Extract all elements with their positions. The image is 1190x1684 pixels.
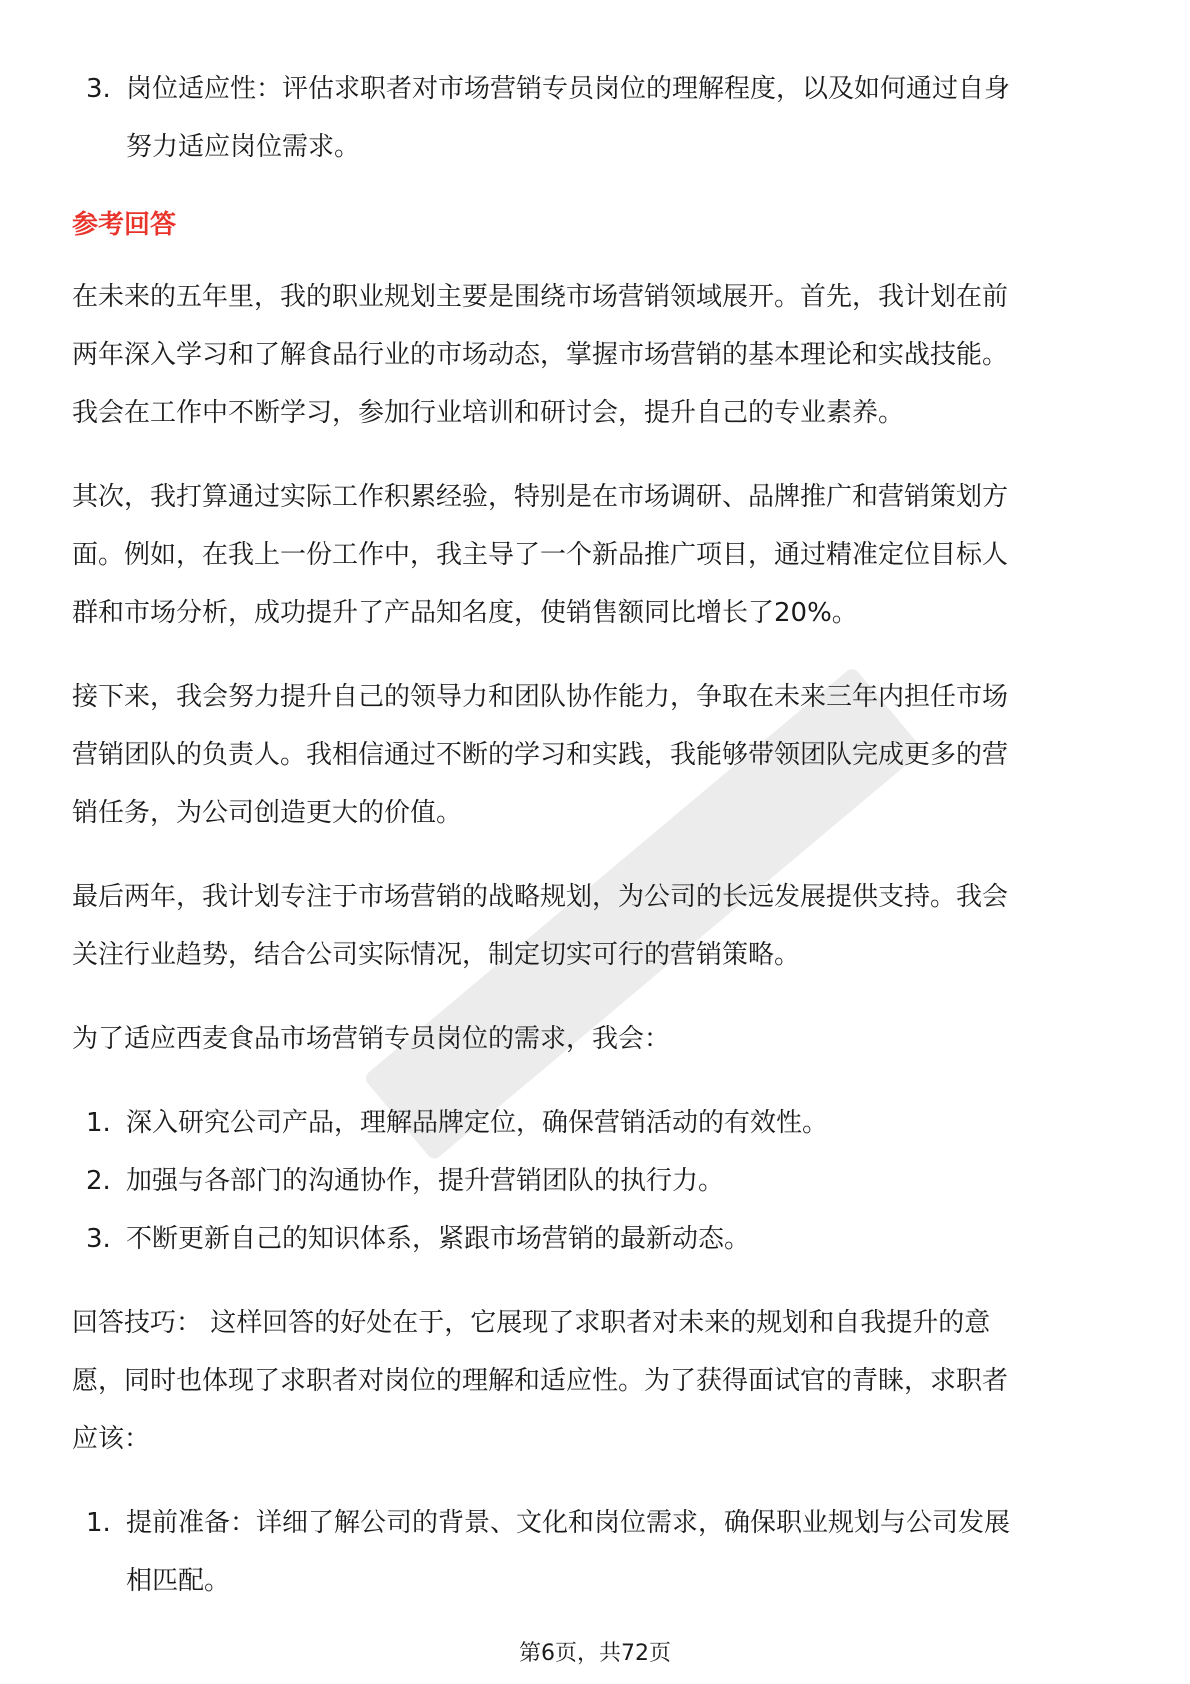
list-item [72, 60, 1122, 176]
paragraph-line: 其次，我打算通过实际工作积累经验，特别是在市场调研、品牌推广和营销策划方 [72, 482, 1009, 512]
list-number: 3. [86, 74, 111, 104]
list-item [72, 1094, 1122, 1152]
paragraph-line: 群和市场分析，成功提升了产品知名度，使销售额同比增长了20%。 [72, 598, 858, 628]
list-item [72, 1210, 1122, 1268]
paragraph-line: 应该： [72, 1424, 151, 1454]
list-item [72, 1152, 1122, 1210]
list-item [72, 1494, 1122, 1610]
list-number: 1. [86, 1508, 111, 1538]
paragraph [72, 468, 1122, 642]
bottom-list [72, 1494, 1122, 1610]
list-item-line: 岗位适应性：评估求职者对市场营销专员岗位的理解程度，以及如何通过自身 [126, 74, 1011, 104]
paragraph-line: 最后两年，我计划专注于市场营销的战略规划，为公司的长远发展提供支持。我会 [72, 882, 1009, 912]
paragraph-line: 销任务，为公司创造更大的价值。 [72, 798, 463, 828]
paragraph-line: 在未来的五年里，我的职业规划主要是围绕市场营销领域展开。首先，我计划在前 [72, 282, 1009, 312]
top-list [72, 60, 1122, 176]
document-content [72, 60, 1122, 1610]
list-number: 1. [86, 1108, 111, 1138]
page-footer: 第6页，共72页 [519, 1641, 671, 1666]
list-item-text: 深入研究公司产品，理解品牌定位，确保营销活动的有效性。 [126, 1108, 829, 1138]
paragraph [72, 1010, 1122, 1068]
paragraph [72, 868, 1122, 984]
paragraph-line: 两年深入学习和了解食品行业的市场动态，掌握市场营销的基本理论和实战技能。 [72, 340, 1009, 370]
paragraph-line: 我会在工作中不断学习，参加行业培训和研讨会，提升自己的专业素养。 [72, 398, 905, 428]
list-number: 2. [86, 1166, 111, 1196]
paragraph [72, 268, 1122, 442]
paragraph [72, 668, 1122, 842]
paragraph-line: 回答技巧： 这样回答的好处在于，它展现了求职者对未来的规划和自我提升的意 [72, 1308, 991, 1338]
paragraph-line: 接下来，我会努力提升自己的领导力和团队协作能力，争取在未来三年内担任市场 [72, 682, 1009, 712]
section-heading: 参考回答 [72, 210, 177, 240]
list-item-text: 加强与各部门的沟通协作，提升营销团队的执行力。 [126, 1166, 725, 1196]
paragraph-line: 为了适应西麦食品市场营销专员岗位的需求，我会： [72, 1024, 671, 1054]
list-item-line: 努力适应岗位需求。 [126, 132, 361, 162]
paragraph-line: 面。例如，在我上一份工作中，我主导了一个新品推广项目，通过精准定位目标人 [72, 540, 1009, 570]
paragraph-line: 关注行业趋势，结合公司实际情况，制定切实可行的营销策略。 [72, 940, 801, 970]
paragraph-line: 营销团队的负责人。我相信通过不断的学习和实践，我能够带领团队完成更多的营 [72, 740, 1009, 770]
list-item-line: 提前准备：详细了解公司的背景、文化和岗位需求，确保职业规划与公司发展 [126, 1508, 1011, 1538]
list-number: 3. [86, 1224, 111, 1254]
paragraph-line: 愿，同时也体现了求职者对岗位的理解和适应性。为了获得面试官的青睐，求职者 [72, 1366, 1009, 1396]
tips-paragraph [72, 1294, 1122, 1468]
list-item-text: 不断更新自己的知识体系，紧跟市场营销的最新动态。 [126, 1224, 751, 1254]
middle-list [72, 1094, 1122, 1268]
list-item-line: 相匹配。 [126, 1566, 231, 1596]
